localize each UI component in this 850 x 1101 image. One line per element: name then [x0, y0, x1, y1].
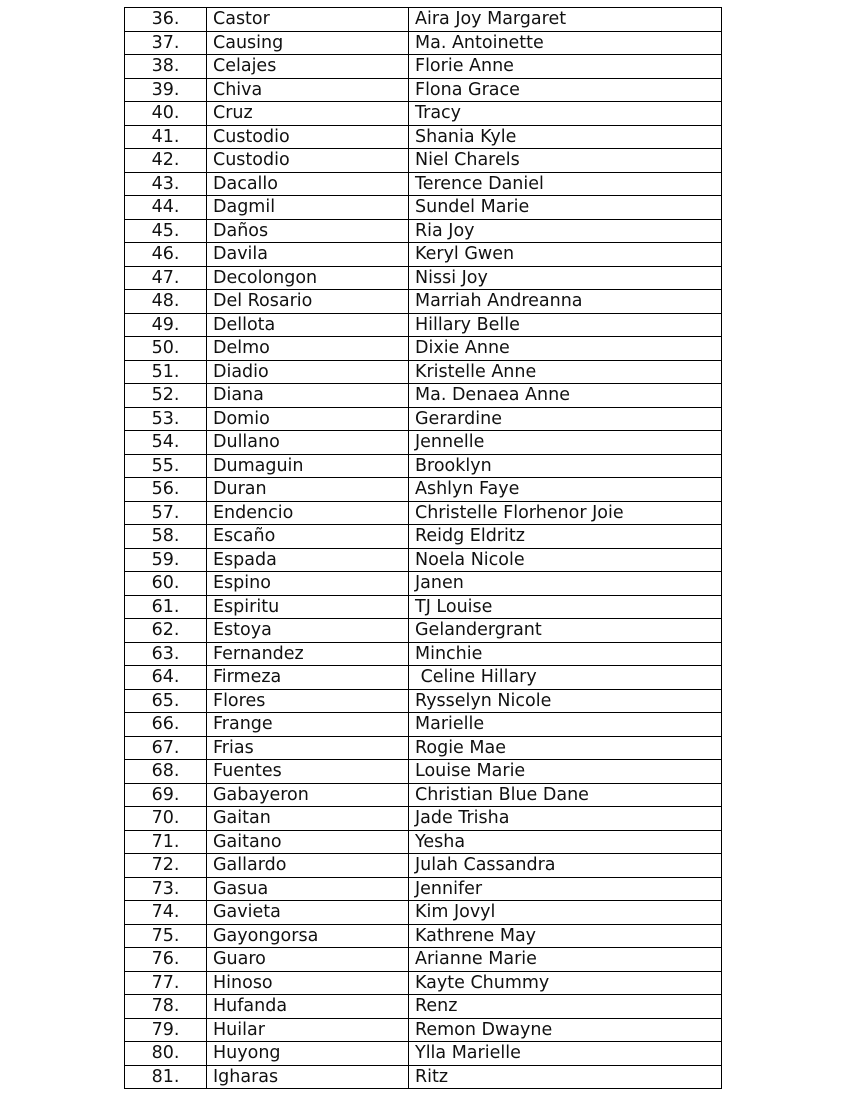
surname-cell: Davila [207, 243, 409, 267]
table-row [125, 666, 722, 690]
row-number: 50. [125, 337, 207, 361]
row-number: 53. [125, 407, 207, 431]
table-row [125, 501, 722, 525]
given-name-cell: TJ Louise [409, 595, 722, 619]
table-row [125, 572, 722, 596]
given-name-cell: Christelle Florhenor Joie [409, 501, 722, 525]
row-number: 56. [125, 478, 207, 502]
table-row [125, 854, 722, 878]
row-number: 75. [125, 924, 207, 948]
given-name-cell: Jennelle [409, 431, 722, 455]
table-row [125, 924, 722, 948]
table-row [125, 243, 722, 267]
table-row [125, 266, 722, 290]
row-number: 71. [125, 830, 207, 854]
surname-cell: Dumaguin [207, 454, 409, 478]
given-name-cell: Jade Trisha [409, 807, 722, 831]
given-name-cell: Tracy [409, 102, 722, 126]
table-row [125, 313, 722, 337]
surname-cell: Hinoso [207, 971, 409, 995]
table-row [125, 807, 722, 831]
given-name-cell: Terence Daniel [409, 172, 722, 196]
row-number: 63. [125, 642, 207, 666]
given-name-cell: Kayte Chummy [409, 971, 722, 995]
surname-cell: Delmo [207, 337, 409, 361]
given-name-cell: Marriah Andreanna [409, 290, 722, 314]
given-name-cell: Noela Nicole [409, 548, 722, 572]
given-name-cell: Reidg Eldritz [409, 525, 722, 549]
given-name-cell: Ylla Marielle [409, 1042, 722, 1066]
row-number: 64. [125, 666, 207, 690]
given-name-cell: Ria Joy [409, 219, 722, 243]
surname-cell: Espada [207, 548, 409, 572]
table-row [125, 760, 722, 784]
given-name-cell: Christian Blue Dane [409, 783, 722, 807]
table-row [125, 971, 722, 995]
table-row [125, 736, 722, 760]
table-row [125, 642, 722, 666]
given-name-cell: Dixie Anne [409, 337, 722, 361]
row-number: 58. [125, 525, 207, 549]
table-row [125, 125, 722, 149]
row-number: 72. [125, 854, 207, 878]
row-number: 49. [125, 313, 207, 337]
row-number: 68. [125, 760, 207, 784]
surname-cell: Hufanda [207, 995, 409, 1019]
given-name-cell: Ma. Denaea Anne [409, 384, 722, 408]
row-number: 62. [125, 619, 207, 643]
row-number: 43. [125, 172, 207, 196]
table-row [125, 431, 722, 455]
table-row [125, 149, 722, 173]
surname-cell: Castor [207, 8, 409, 32]
given-name-cell: Janen [409, 572, 722, 596]
given-name-cell: Keryl Gwen [409, 243, 722, 267]
row-number: 47. [125, 266, 207, 290]
table-row [125, 454, 722, 478]
table-row [125, 219, 722, 243]
row-number: 54. [125, 431, 207, 455]
surname-cell: Decolongon [207, 266, 409, 290]
given-name-cell: Kristelle Anne [409, 360, 722, 384]
surname-cell: Guaro [207, 948, 409, 972]
surname-cell: Cruz [207, 102, 409, 126]
row-number: 70. [125, 807, 207, 831]
surname-cell: Diadio [207, 360, 409, 384]
given-name-cell: Gerardine [409, 407, 722, 431]
row-number: 81. [125, 1065, 207, 1089]
surname-cell: Causing [207, 31, 409, 55]
row-number: 37. [125, 31, 207, 55]
table-row [125, 1018, 722, 1042]
given-name-cell: Niel Charels [409, 149, 722, 173]
table-row [125, 55, 722, 79]
surname-cell: Huilar [207, 1018, 409, 1042]
table-row [125, 619, 722, 643]
surname-cell: Espiritu [207, 595, 409, 619]
row-number: 38. [125, 55, 207, 79]
given-name-cell: Yesha [409, 830, 722, 854]
given-name-cell: Flona Grace [409, 78, 722, 102]
row-number: 51. [125, 360, 207, 384]
surname-cell: Duran [207, 478, 409, 502]
row-number: 77. [125, 971, 207, 995]
table-row [125, 689, 722, 713]
given-name-cell: Arianne Marie [409, 948, 722, 972]
row-number: 41. [125, 125, 207, 149]
given-name-cell: Julah Cassandra [409, 854, 722, 878]
row-number: 69. [125, 783, 207, 807]
surname-cell: Escaño [207, 525, 409, 549]
surname-cell: Gallardo [207, 854, 409, 878]
given-name-cell: Kathrene May [409, 924, 722, 948]
table-row [125, 337, 722, 361]
surname-cell: Gayongorsa [207, 924, 409, 948]
table-row [125, 948, 722, 972]
given-name-cell: Brooklyn [409, 454, 722, 478]
row-number: 76. [125, 948, 207, 972]
surname-cell: Endencio [207, 501, 409, 525]
table-row [125, 1065, 722, 1089]
surname-cell: Dacallo [207, 172, 409, 196]
surname-cell: Fernandez [207, 642, 409, 666]
table-row [125, 783, 722, 807]
surname-cell: Frias [207, 736, 409, 760]
row-number: 67. [125, 736, 207, 760]
given-name-cell: Louise Marie [409, 760, 722, 784]
row-number: 74. [125, 901, 207, 925]
table-row [125, 478, 722, 502]
surname-cell: Gaitano [207, 830, 409, 854]
table-row [125, 713, 722, 737]
table-row [125, 290, 722, 314]
surname-cell: Gabayeron [207, 783, 409, 807]
given-name-cell: Gelandergrant [409, 619, 722, 643]
row-number: 40. [125, 102, 207, 126]
table-row [125, 830, 722, 854]
row-number: 73. [125, 877, 207, 901]
surname-cell: Chiva [207, 78, 409, 102]
given-name-cell: Ritz [409, 1065, 722, 1089]
surname-cell: Domio [207, 407, 409, 431]
table-row [125, 196, 722, 220]
surname-cell: Gavieta [207, 901, 409, 925]
given-name-cell: Renz [409, 995, 722, 1019]
row-number: 55. [125, 454, 207, 478]
roster-table [124, 7, 722, 1089]
table-row [125, 8, 722, 32]
row-number: 80. [125, 1042, 207, 1066]
surname-cell: Estoya [207, 619, 409, 643]
table-row [125, 384, 722, 408]
row-number: 59. [125, 548, 207, 572]
surname-cell: Fuentes [207, 760, 409, 784]
surname-cell: Dullano [207, 431, 409, 455]
given-name-cell: Sundel Marie [409, 196, 722, 220]
given-name-cell: Rysselyn Nicole [409, 689, 722, 713]
given-name-cell: Ma. Antoinette [409, 31, 722, 55]
given-name-cell: Jennifer [409, 877, 722, 901]
surname-cell: Diana [207, 384, 409, 408]
surname-cell: Igharas [207, 1065, 409, 1089]
given-name-cell: Shania Kyle [409, 125, 722, 149]
row-number: 36. [125, 8, 207, 32]
table-row [125, 548, 722, 572]
given-name-cell: Rogie Mae [409, 736, 722, 760]
surname-cell: Gasua [207, 877, 409, 901]
given-name-cell: Aira Joy Margaret [409, 8, 722, 32]
surname-cell: Custodio [207, 149, 409, 173]
surname-cell: Dagmil [207, 196, 409, 220]
surname-cell: Firmeza [207, 666, 409, 690]
table-row [125, 31, 722, 55]
surname-cell: Daños [207, 219, 409, 243]
surname-cell: Del Rosario [207, 290, 409, 314]
table-row [125, 407, 722, 431]
row-number: 57. [125, 501, 207, 525]
table-row [125, 995, 722, 1019]
row-number: 52. [125, 384, 207, 408]
surname-cell: Celajes [207, 55, 409, 79]
table-row [125, 360, 722, 384]
table-row [125, 78, 722, 102]
table-row [125, 525, 722, 549]
roster-table-body [125, 8, 722, 1089]
given-name-cell: Kim Jovyl [409, 901, 722, 925]
surname-cell: Custodio [207, 125, 409, 149]
given-name-cell: Minchie [409, 642, 722, 666]
given-name-cell: Celine Hillary [409, 666, 722, 690]
surname-cell: Huyong [207, 1042, 409, 1066]
given-name-cell: Remon Dwayne [409, 1018, 722, 1042]
row-number: 42. [125, 149, 207, 173]
row-number: 66. [125, 713, 207, 737]
row-number: 46. [125, 243, 207, 267]
row-number: 78. [125, 995, 207, 1019]
row-number: 60. [125, 572, 207, 596]
table-row [125, 901, 722, 925]
surname-cell: Flores [207, 689, 409, 713]
surname-cell: Gaitan [207, 807, 409, 831]
row-number: 44. [125, 196, 207, 220]
row-number: 61. [125, 595, 207, 619]
row-number: 45. [125, 219, 207, 243]
row-number: 79. [125, 1018, 207, 1042]
table-row [125, 1042, 722, 1066]
table-row [125, 877, 722, 901]
surname-cell: Dellota [207, 313, 409, 337]
table-row [125, 102, 722, 126]
surname-cell: Frange [207, 713, 409, 737]
row-number: 39. [125, 78, 207, 102]
given-name-cell: Marielle [409, 713, 722, 737]
table-row [125, 595, 722, 619]
given-name-cell: Ashlyn Faye [409, 478, 722, 502]
given-name-cell: Florie Anne [409, 55, 722, 79]
given-name-cell: Nissi Joy [409, 266, 722, 290]
surname-cell: Espino [207, 572, 409, 596]
table-row [125, 172, 722, 196]
row-number: 48. [125, 290, 207, 314]
given-name-cell: Hillary Belle [409, 313, 722, 337]
row-number: 65. [125, 689, 207, 713]
